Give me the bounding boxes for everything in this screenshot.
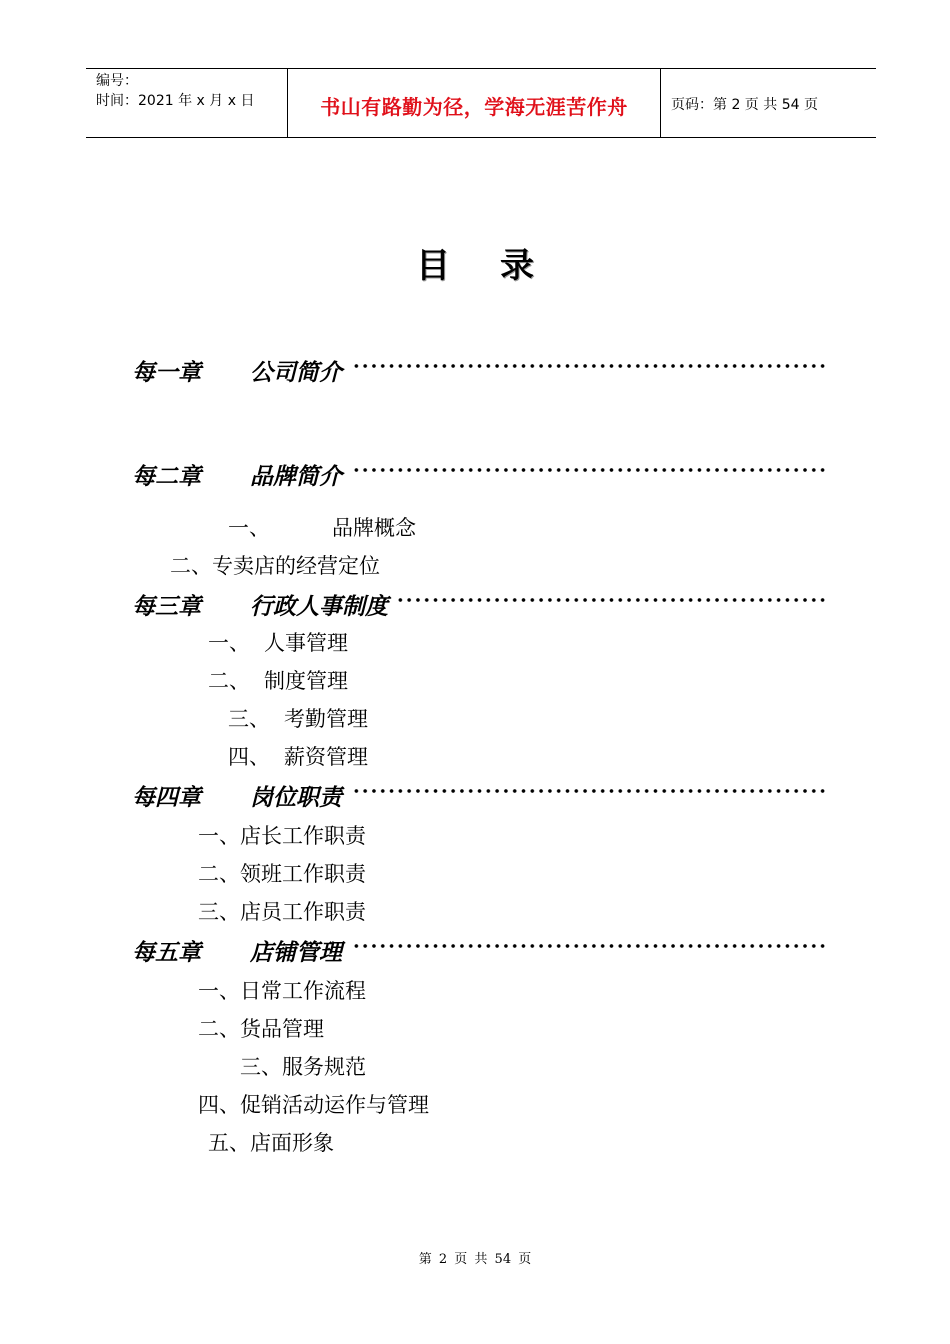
- toc-section: 五、店面形象: [208, 1131, 334, 1155]
- toc-chapter-3: [132, 588, 827, 622]
- toc-chapter-1: [132, 354, 827, 388]
- dot-leader: [350, 465, 827, 475]
- chapter-number: 每二章: [132, 463, 201, 490]
- page-footer: 第 2 页 共 54 页: [418, 1252, 532, 1267]
- toc-chapter-5: [132, 934, 827, 968]
- document-number-label: 编号：: [96, 73, 138, 89]
- toc-section-title: 品牌概念: [332, 516, 416, 540]
- dot-leader: [350, 361, 827, 371]
- toc-section: 二、货品管理: [198, 1017, 324, 1041]
- toc-section-marker: 二、: [208, 669, 250, 693]
- toc-section: 四、促销活动运作与管理: [198, 1093, 429, 1117]
- toc-section: 三、店员工作职责: [198, 900, 366, 924]
- chapter-number: 每五章: [132, 939, 201, 966]
- toc-chapter-2: [132, 458, 827, 492]
- dot-leader: [350, 941, 827, 951]
- toc-section-title: 制度管理: [264, 669, 348, 693]
- chapter-number: 每三章: [132, 593, 201, 620]
- toc-section: 一、日常工作流程: [198, 979, 366, 1003]
- header-motto-cell: [288, 69, 661, 137]
- chapter-number: 每一章: [132, 359, 201, 386]
- toc-section: 二、领班工作职责: [198, 862, 366, 886]
- document-date-label: 时间：2021 年 x 月 x 日: [96, 93, 255, 109]
- toc-section-marker: 三、: [228, 707, 270, 731]
- page-header: [86, 68, 876, 138]
- dot-leader: [350, 786, 827, 796]
- toc-section-title: 人事管理: [264, 631, 348, 655]
- toc-chapter-4: [132, 779, 827, 813]
- chapter-title: 岗位职责: [250, 784, 342, 811]
- chapter-number: 每四章: [132, 784, 201, 811]
- dot-leader: [396, 595, 827, 605]
- toc-section-marker: 一、: [228, 516, 270, 540]
- header-page-cell: [661, 69, 876, 137]
- chapter-title: 店铺管理: [250, 939, 342, 966]
- header-motto: 书山有路勤为径，学海无涯苦作舟: [320, 95, 628, 119]
- toc-section: 一、店长工作职责: [198, 824, 366, 848]
- chapter-title: 品牌简介: [250, 463, 342, 490]
- toc-section: 三、服务规范: [240, 1055, 366, 1079]
- header-meta-cell: [86, 69, 288, 137]
- toc-section: 二、专卖店的经营定位: [170, 554, 380, 578]
- header-page-info: 页码：第 2 页 共 54 页: [671, 97, 818, 113]
- page-title: 目录: [416, 246, 584, 286]
- chapter-title: 公司简介: [250, 359, 342, 386]
- toc-section-title: 考勤管理: [284, 707, 368, 731]
- toc-section-marker: 四、: [228, 745, 270, 769]
- chapter-title: 行政人事制度: [250, 593, 388, 620]
- toc-section-title: 薪资管理: [284, 745, 368, 769]
- toc-section-marker: 一、: [208, 631, 250, 655]
